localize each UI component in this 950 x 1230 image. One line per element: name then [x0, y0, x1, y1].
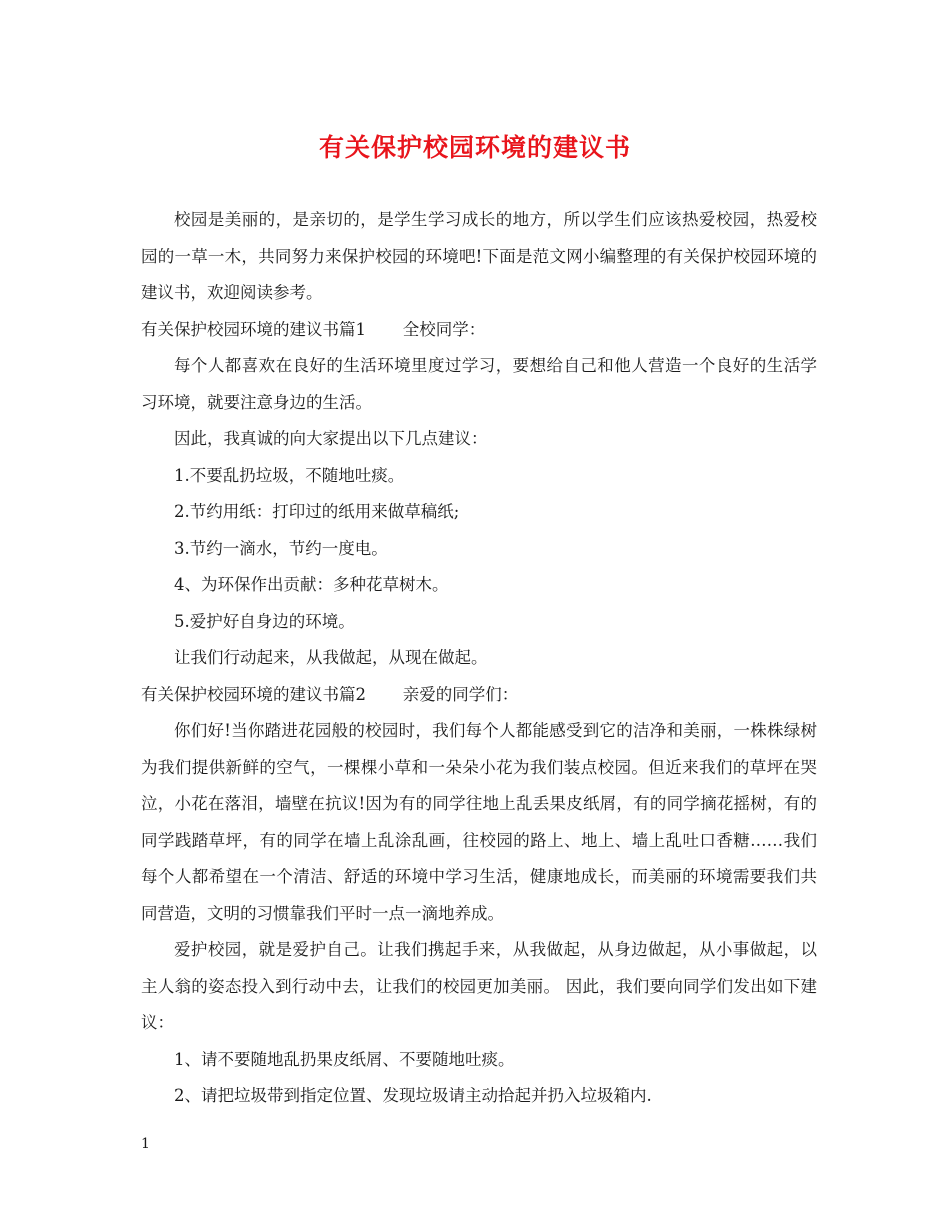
document-title: 有关保护校园环境的建议书 [318, 133, 631, 162]
list-item: 2、请把垃圾带到指定位置、发现垃圾请主动拾起并扔入垃圾箱内. [174, 1086, 652, 1105]
paragraph: 每个人都喜欢在良好的生活环境里度过学习，要想给自己和他人营造一个良好的生活学习环境，就要注意身边的生活。 [141, 356, 817, 412]
list-item: 1、请不要随地乱扔果皮纸屑、不要随地吐痰。 [174, 1049, 515, 1069]
paragraph-intro: 校园是美丽的，是亲切的，是学生学习成长的地方，所以学生们应该热爱校园，热爱校园的一草一木，共同努力来保护校园的环境吧!下面是范文网小编整理的有关保护校园环境的建议书，欢迎阅读参考。 [141, 210, 817, 302]
paragraph: 爱护校园，就是爱护自己。让我们携起手来，从我做起，从身边做起，从小事做起，以主人翁的姿态投入到行动中去，让我们的校园更加美丽。 因此，我们要向同学们发出如下建议： [141, 940, 817, 1032]
list-item: 4、为环保作出贡献：多种花草树木。 [174, 575, 449, 594]
paragraph: 因此，我真诚的向大家提出以下几点建议： [174, 429, 488, 448]
paragraph: 你们好!当你踏进花园般的校园时，我们每个人都能感受到它的洁净和美丽，一株株绿树为我们提供新鲜的空气，一棵棵小草和一朵朵小花为我们装点校园。但近来我们的草坪在哭泣，小花在落泪，墙壁在抗议!因为有的同学往地上乱丢果皮纸屑，有的同学摘花摇树，有的同学践踏草坪，有的同学在墙上乱涂乱画，往校园的路上、地上、墙上乱吐口香糖……我们每个人都希望在一个清洁、舒适的环境中学习生活，健康地成长，而美丽的环境需要我们共同营造，文明的习惯靠我们平时一点一滴地养成。 [141, 721, 817, 923]
list-item: 1.不要乱扔垃圾，不随地吐痰。 [174, 465, 405, 485]
paragraph: 让我们行动起来，从我做起，从现在做起。 [174, 648, 488, 667]
document-body [141, 202, 817, 1115]
page-number: 1 [141, 1136, 150, 1152]
section-heading-1: 有关保护校园环境的建议书篇1 全校同学： [141, 319, 486, 339]
list-item: 2.节约用纸：打印过的纸用来做草稿纸; [174, 502, 460, 521]
section-heading-2: 有关保护校园环境的建议书篇2 亲爱的同学们： [141, 684, 519, 704]
list-item: 3.节约一滴水，节约一度电。 [174, 538, 388, 558]
list-item: 5.爱护好自身边的环境。 [174, 611, 355, 631]
